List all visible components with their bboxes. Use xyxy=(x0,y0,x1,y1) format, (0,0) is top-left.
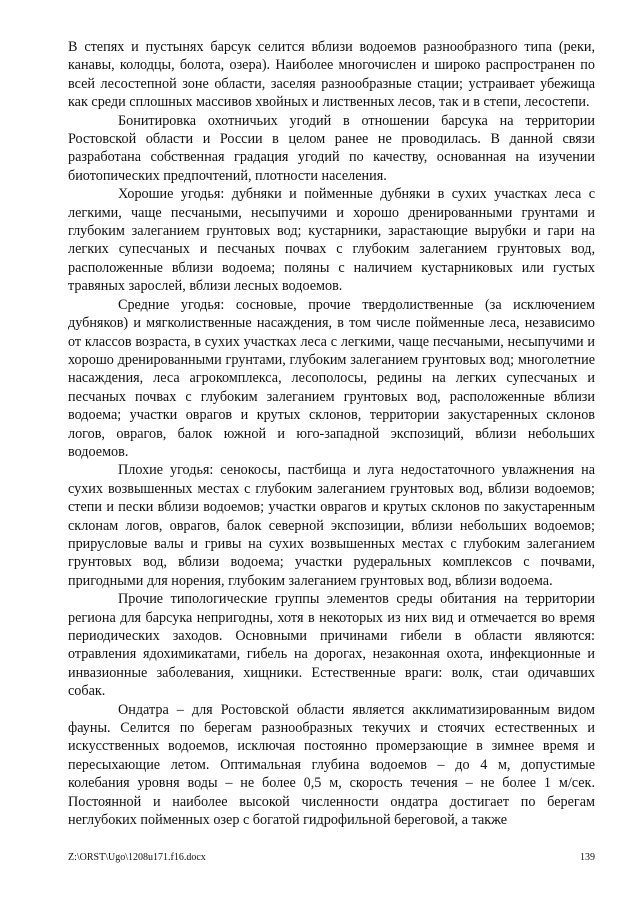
paragraph-poor-lands: Плохие угодья: сенокосы, пастбища и луга недостаточного увлажнения на сухих возвышенных местах с глубоким залеганием грунтовых вод, вблизи водоемов; степи и пески вблизи водоемов; участки оврагов и крутых склонов по закустаренным склонам логов, оврагов, балок северной экспозиции, вблизи небольших водоемов; прирусловые валы и гривы на сухих возвышенных местах с глубоким залеганием грунтовых вод, вблизи водоема; участки рудеральных комплексов с почвами, пригодными для норения, глубоким залеганием грунтовых вод, вблизи водоема. xyxy=(68,462,595,589)
paragraph-good-lands: Хорошие угодья: дубняки и пойменные дубняки в сухих участках леса с легкими, чаще песчаными, несыпучими и хорошо дренированными грунтами и глубоким залеганием грунтовых вод; кустарники, зарастающие вырубки и гари на легких супесчаных и песчаных почвах с глубоким залеганием грунтовых вод, расположенные вблизи водоема; поляны с наличием кустарниковых или густых травяных зарослей, вблизи лесных водоемов. xyxy=(68,186,595,295)
footer-file-path: Z:\ORST\Ugo\1208u171.f16.docx xyxy=(68,852,206,863)
paragraph-muskrat: Ондатра – для Ростовской области является акклиматизированным видом фауны. Селится по берегам разнообразных текучих и стоячих естественных и искусственных водоемов, исключая постоянно промерзающие в зимнее время и пересыхающие летом. Оптимальная глубина водоемов – до 4 м, допустимые колебания уровня воды – не более 0,5 м, скорость течения – не более 1 м/сек. Постоянной и наиболее высокой численности ондатра достигает по берегам неглубоких пойменных озер с богатой гидрофильной береговой, а также xyxy=(68,701,595,829)
paragraph-other-groups: Прочие типологические группы элементов среды обитания на территории региона для барсука непригодны, хотя в некоторых из них вид и отмечается во время периодических заходов. Основными причинами гибели в области являются: отравления ядохимикатами, гибель на дорогах, незаконная охота, инфекционные и инвазионные заболевания, хищники. Естественные враги: волк, стаи одичавших собак. xyxy=(68,591,595,700)
paragraph-medium-lands: Средние угодья: сосновые, прочие твердолиственные (за исключением дубняков) и мягколиственные насаждения, в том числе пойменные леса, независимо от классов возраста, в сухих участках леса с легкими, чаще песчаными, несыпучими и хорошо дренированными грунтами, глубоким залеганием грунтовых вод; многолетние насаждения, леса агрокомплекса, лесополосы, редины на легких супесчаных и песчаных почвах с глубоким залеганием грунтовых вод, расположенные вблизи водоема; участки оврагов и крутых склонов, территории закустаренных склонов логов, оврагов, балок южной и юго-западной экспозиций, вблизи небольших водоемов. xyxy=(68,296,595,460)
page-number: 139 xyxy=(580,852,595,863)
document-body xyxy=(68,38,595,829)
paragraph-land-grading: Бонитировка охотничьих угодий в отношении барсука на территории Ростовской области и России в целом ранее не проводилась. В данной связи разработана собственная градация угодий по качеству, основанная на изучении биотопических предпочтений, плотности населения. xyxy=(68,112,595,184)
paragraph-badger-habitat: В степях и пустынях барсук селится вблизи водоемов разнообразного типа (реки, канавы, колодцы, болота, озера). Наиболее многочислен и широко распространен по всей лесостепной зоне области, заселяя разнообразные стации; устраивает убежища как среди сплошных массивов хвойных и лиственных лесов, так и в степи, лесостепи. xyxy=(68,39,595,111)
